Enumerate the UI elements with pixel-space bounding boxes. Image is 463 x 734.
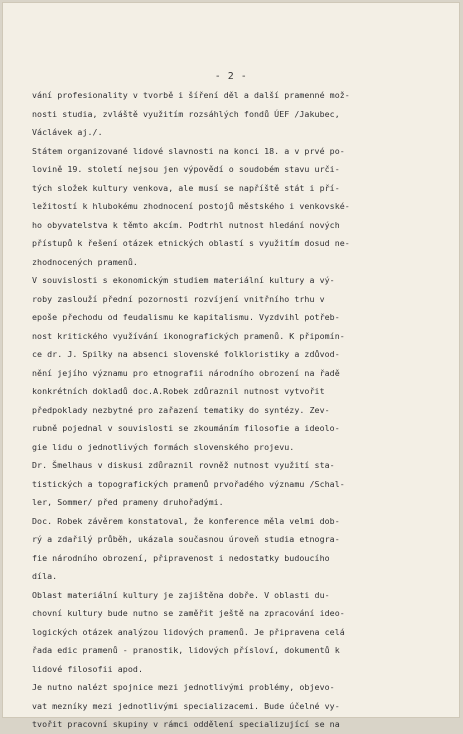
text-line: logických otázek analýzou lidových pramenů. Je připravena celá (32, 626, 345, 637)
text-line: Oblast materiální kultury je zajištěna dobře. V oblasti du- (32, 589, 330, 600)
text-line: epoše přechodu od feudalismu ke kapitalismu. Vyzdvihl potřeb- (32, 312, 340, 322)
text-line: fie národního obrození, připravenost i nedostatky budoucího (32, 552, 330, 563)
text-line: ler, Sommer/ před prameny druhořadými. (32, 497, 224, 507)
text-line: rý a zdařilý průběh, ukázala současnou úroveň studia etnogra- (32, 534, 340, 544)
text-line: vání profesionality v tvorbě i šíření děl a další pramenné mož- (32, 90, 350, 100)
text-line: předpoklady nezbytné pro zařazení tematiky do syntézy. Zev- (32, 404, 330, 415)
text-line: Doc. Robek závěrem konstatoval, že konference měla velmi dob- (32, 515, 340, 526)
text-line: nost kritického využívání ikonografických pramenů. K připomín- (32, 330, 345, 341)
text-line: Václávek aj./. (32, 127, 103, 137)
text-line: tvořit pracovní skupiny v rámci oddělení specializující se na (32, 719, 340, 729)
page-number: - 2 - (214, 71, 248, 82)
text-line: tých složek kultury venkova, ale musí se napříště stát i pří- (32, 182, 340, 193)
text-line: ce dr. J. Spilky na absenci slovenské folkloristiky a zdůvod- (32, 349, 340, 359)
text-line: přístupů k řešení otázek etnických oblastí s využitím dosud ne- (32, 238, 350, 248)
text-line: ležitostí k hlubokému zhodnocení postojů městského i venkovské- (32, 201, 350, 211)
text-line: V souvislosti s ekonomickým studiem materiální kultury a vý- (32, 275, 335, 285)
text-line: rubně pojednal v souvislosti se zkoumáním filosofie a ideolo- (32, 423, 340, 433)
text-line: gie lidu o jednotlivých formách slovenského projevu. (32, 441, 295, 452)
text-line: díla. (32, 571, 58, 581)
text-line: Státem organizované lidové slavnosti na konci 18. a v prvé po- (32, 145, 345, 156)
text-line: Dr. Šmelhaus v diskusi zdůraznil rovněž nutnost využití sta- (32, 460, 335, 470)
typewritten-body-text (32, 86, 432, 734)
text-line: vat mezníky mezi jednotlivými specializacemi. Bude účelné vy- (32, 700, 340, 711)
text-line: konkrétních dokladů doc.A.Robek zdůraznil nutnost vytvořit (32, 386, 325, 396)
text-line: tistických a topografických pramenů prvořadého významu /Schal- (32, 478, 345, 489)
document-page (2, 2, 460, 729)
text-line: lovině 19. století nejsou jen výpovědí o soudobém stavu urči- (32, 164, 340, 174)
text-line: nění jejího významu pro etnografii národního obrození na řadě (32, 367, 340, 378)
text-line: nosti studia, zvláště využitím rozsáhlých fondů ÚEF /Jakubec, (32, 108, 340, 119)
text-line: chovní kultury bude nutno se zaměřit ještě na zpracování ideo- (32, 608, 345, 618)
text-line: řada edic pramenů - pranostik, lidových přísloví, dokumentů k (32, 645, 340, 655)
text-line: lidové filosofii apod. (32, 663, 143, 674)
text-line: Je nutno nalézt spojnice mezi jednotlivými problémy, objevo- (32, 682, 335, 692)
text-line: zhodnocených pramenů. (32, 256, 138, 267)
text-line: roby zaslouží přední pozornosti rozvíjení vnitřního trhu v (32, 293, 325, 304)
text-line: ho obyvatelstva k těmto akcím. Podtrhl nutnost hledání nových (32, 219, 340, 230)
